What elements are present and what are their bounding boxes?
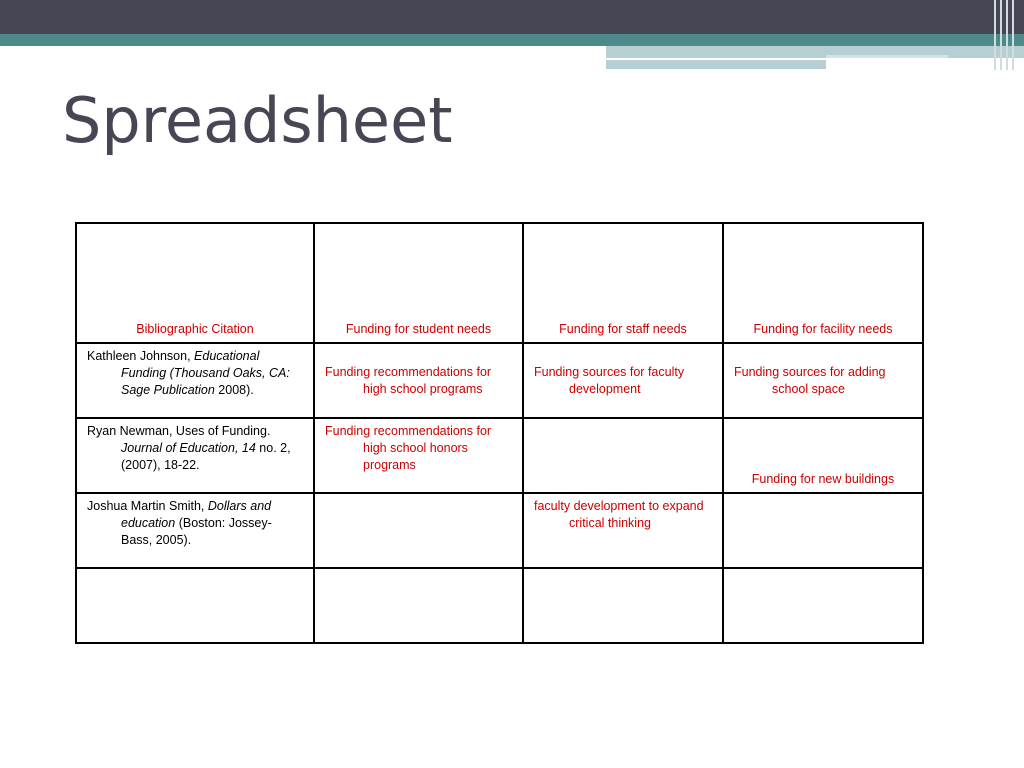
citation-cell: [76, 418, 314, 493]
citation-author: Joshua Martin Smith,: [87, 499, 208, 513]
citation-cell: [76, 343, 314, 418]
citation-details: 2008).: [214, 383, 254, 397]
citation-cell: [76, 493, 314, 568]
citation-text: [87, 498, 303, 549]
student-text: Funding recommendations for high school programs: [325, 364, 492, 396]
staff-cell: [523, 343, 723, 418]
citation-text: [87, 423, 303, 474]
header-cell-student: Funding for student needs: [314, 223, 523, 343]
student-cell: [314, 493, 523, 568]
header-cell-citation: Bibliographic Citation: [76, 223, 314, 343]
staff-cell: [523, 418, 723, 493]
citation-author: Ryan Newman, Uses of Funding.: [87, 424, 271, 438]
citation-text: [87, 348, 303, 399]
student-text: Funding recommendations for high school honors programs: [325, 424, 492, 472]
facility-text: Funding for new buildings: [751, 472, 895, 486]
header-band-dark: [0, 0, 1024, 34]
header-band-light-short: [606, 60, 826, 69]
slide-title: Spreadsheet: [62, 84, 453, 157]
table-row: [76, 493, 923, 568]
header-band-teal: [0, 34, 1024, 46]
facility-cell: [723, 418, 923, 493]
spreadsheet-table: [75, 222, 924, 644]
header-band-light: [606, 46, 1024, 58]
citation-cell: [76, 568, 314, 643]
citation-title: Dollars and education: [121, 499, 272, 530]
header-vertical-lines: [990, 0, 1024, 70]
citation-details: no. 2, (2007), 18-22.: [121, 441, 291, 472]
student-cell: [314, 568, 523, 643]
facility-text: Funding sources for adding school space: [734, 364, 886, 396]
staff-cell: [523, 493, 723, 568]
staff-cell: [523, 568, 723, 643]
staff-text: faculty development to expand critical thinking: [534, 499, 704, 530]
facility-cell: [723, 493, 923, 568]
student-cell: [314, 343, 523, 418]
facility-cell: [723, 568, 923, 643]
table-header-row: [76, 223, 923, 343]
staff-text: Funding sources for faculty development: [534, 364, 685, 396]
header-cell-staff: Funding for staff needs: [523, 223, 723, 343]
citation-title: Educational Funding (Thousand Oaks, CA: Sage Publication: [121, 349, 290, 397]
table-row: [76, 418, 923, 493]
citation-title: Journal of Education, 14: [121, 441, 256, 455]
citation-details: (Boston: Jossey-Bass, 2005).: [121, 516, 272, 547]
facility-cell: [723, 343, 923, 418]
citation-author: Kathleen Johnson,: [87, 349, 195, 363]
student-cell: [314, 418, 523, 493]
table-row: [76, 568, 923, 643]
header-band-thin: [826, 55, 948, 58]
table-row: [76, 343, 923, 418]
header-cell-facility: Funding for facility needs: [723, 223, 923, 343]
